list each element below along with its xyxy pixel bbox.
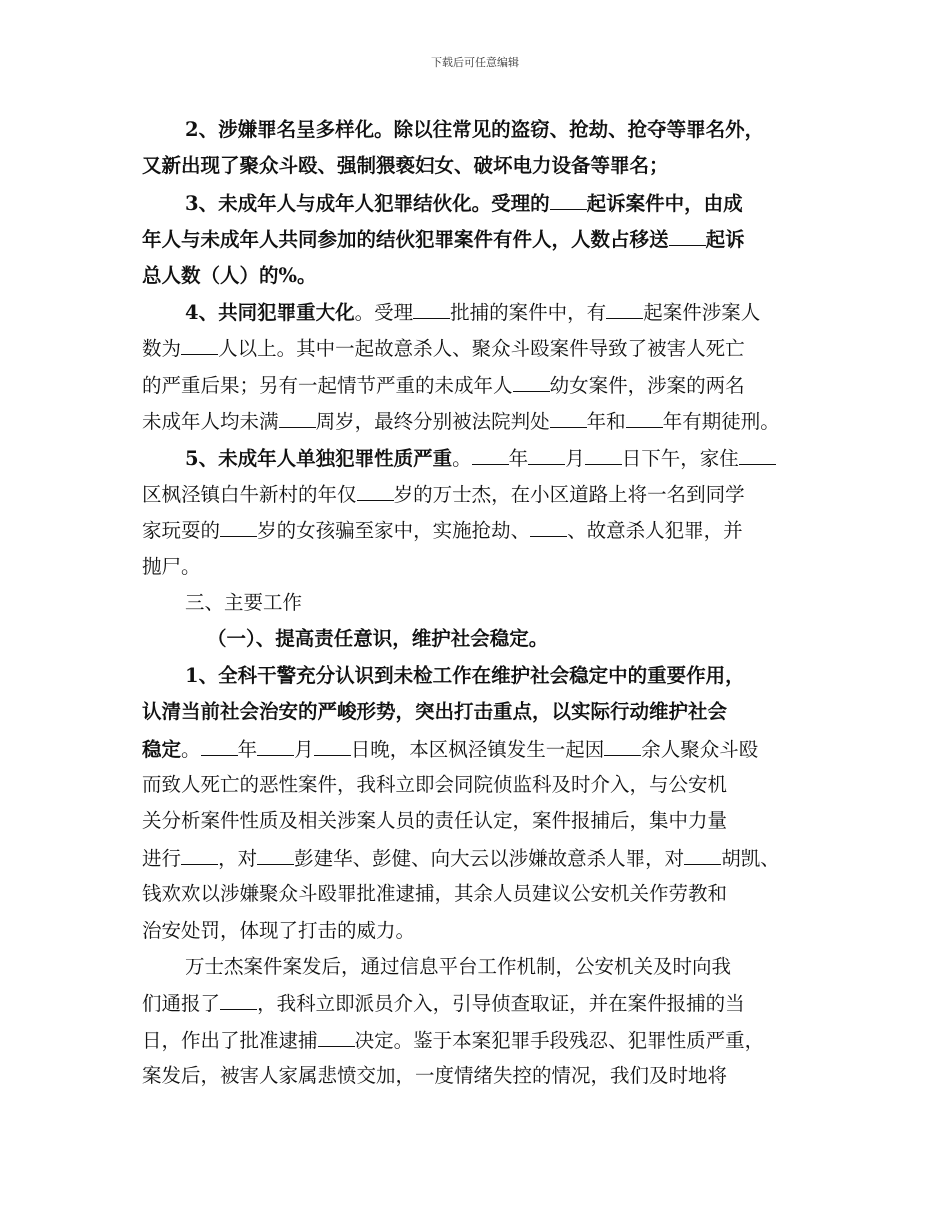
- fill-blank: [585, 440, 622, 465]
- para-line: [142, 148, 818, 184]
- line-text: 而致人死亡的恶性案件，我科立即会同院侦监科及时介入，与公安机: [142, 773, 728, 797]
- para-line: [142, 512, 818, 548]
- fill-blank: [181, 330, 218, 355]
- line-text: 治安处罚，体现了打击的威力。: [142, 918, 416, 942]
- fill-blank: [181, 840, 218, 865]
- line-text: 总人数（人）的%。: [142, 263, 317, 287]
- fill-blank: [257, 840, 294, 865]
- line-text: 4、共同犯罪重大化: [185, 300, 355, 324]
- line-text: 未成年人均未满 周岁，最终分别被法院判处 年和 年有期徒刑。: [142, 410, 780, 433]
- fill-blank: [528, 440, 565, 465]
- fill-blank: [279, 403, 316, 428]
- para-line: [142, 803, 818, 839]
- para-line: [142, 913, 818, 949]
- para-line: [142, 985, 818, 1021]
- line-text: 万士杰案件案发后，通过信息平台工作机制，公安机关及时向我: [185, 954, 732, 978]
- fill-blank: [550, 403, 587, 428]
- line-text: 1、全科干警充分认识到未检工作在维护社会稳定中的重要作用，: [185, 663, 745, 687]
- para-line: [142, 112, 818, 148]
- fill-blank: [220, 512, 257, 537]
- line-text: 日，作出了批准逮捕 决定。鉴于本案犯罪手段残忍、犯罪性质严重，: [142, 1029, 764, 1052]
- line-text: 。受理 批捕的案件中，有 起案件涉案人: [355, 301, 761, 324]
- line-text: 数为 人以上。其中一起故意杀人、聚众斗殴案件导致了被害人死亡: [142, 337, 745, 360]
- fill-blank: [318, 1022, 355, 1047]
- subsection-heading: [142, 621, 818, 657]
- para-line: [142, 1058, 818, 1094]
- fill-blank: [314, 731, 351, 756]
- line-text: 又新出现了聚众斗殴、强制猥亵妇女、破坏电力设备等罪名；: [142, 154, 669, 178]
- para-line: [142, 294, 818, 330]
- page-header: 下载后可任意编辑: [431, 56, 519, 69]
- fill-blank: [669, 221, 706, 246]
- para-line: [142, 1022, 818, 1058]
- line-text: 抛尸。: [142, 554, 201, 578]
- line-text: 稳定: [142, 737, 182, 761]
- para-line: [142, 694, 818, 730]
- section-heading: [142, 585, 818, 621]
- line-text: 关分析案件性质及相关涉案人员的责任认定，案件报捕后，集中力量: [142, 809, 728, 833]
- line-text: 区枫泾镇白牛新村的年仅 岁的万士杰，在小区道路上将一名到同学: [142, 483, 745, 506]
- line-text: 3、未成年人与成年人犯罪结伙化。受理的 起诉案件中，由成: [185, 192, 743, 215]
- fill-blank: [626, 403, 663, 428]
- para-line: [142, 549, 818, 585]
- fill-blank: [472, 440, 509, 465]
- para-line: [142, 840, 818, 876]
- para-line: [142, 876, 818, 912]
- line-text: 。 年 月 日晚，本区枫泾镇发生一起因 余人聚众斗殴: [181, 738, 758, 761]
- fill-blank: [257, 731, 294, 756]
- line-text: 进行 ，对 彭建华、彭健、向大云以涉嫌故意杀人罪，对 胡凯、: [142, 847, 780, 870]
- line-text: 三、主要工作: [185, 591, 303, 615]
- fill-blank: [220, 985, 257, 1010]
- line-text: 5、未成年人单独犯罪性质严重: [185, 446, 453, 470]
- line-text: 钱欢欢以涉嫌聚众斗殴罪批准逮捕，其余人员建议公安机关作劳教和: [142, 882, 728, 906]
- line-text: 的严重后果；另有一起情节严重的未成年人 幼女案件，涉案的两名: [142, 374, 745, 397]
- para-line: [142, 658, 818, 694]
- line-text: 年人与未成年人共同参加的结伙犯罪案件有件人，人数占移送 起诉: [142, 228, 745, 251]
- fill-blank: [201, 731, 238, 756]
- para-line: [142, 403, 818, 439]
- fill-blank: [413, 294, 450, 319]
- fill-blank: [604, 731, 641, 756]
- para-line: [142, 258, 818, 294]
- line-text: （一）、提高责任意识，维护社会稳定。: [207, 627, 549, 651]
- line-text: 认清当前社会治安的严峻形势，突出打击重点，以实际行动维护社会: [142, 700, 728, 724]
- line-text: 2、涉嫌罪名呈多样化。除以往常见的盗窃、抢劫、抢夺等罪名外，: [185, 118, 765, 141]
- para-line: [142, 731, 818, 767]
- para-line: [142, 476, 818, 512]
- fill-blank: [357, 476, 394, 501]
- para-line: [142, 185, 818, 221]
- line-text: 案发后，被害人家属悲愤交加，一度情绪失控的情况，我们及时地将: [142, 1064, 728, 1088]
- para-line: [142, 367, 818, 403]
- para-line: [142, 767, 818, 803]
- para-line: [142, 330, 818, 366]
- line-text: 。 年 月 日下午，家住: [452, 447, 776, 470]
- fill-blank: [606, 294, 643, 319]
- fill-blank: [739, 440, 776, 465]
- document-body: [142, 112, 818, 1095]
- line-text: 们通报了 ，我科立即派员介入，引导侦查取证，并在案件报捕的当: [142, 992, 745, 1015]
- para-line: [142, 221, 818, 257]
- fill-blank: [550, 185, 587, 210]
- line-text: 家玩耍的 岁的女孩骗至家中，实施抢劫、 、故意杀人犯罪，并: [142, 519, 743, 542]
- fill-blank: [530, 512, 567, 537]
- fill-blank: [513, 367, 550, 392]
- para-line: [142, 440, 818, 476]
- para-line: [142, 949, 818, 985]
- fill-blank: [684, 840, 721, 865]
